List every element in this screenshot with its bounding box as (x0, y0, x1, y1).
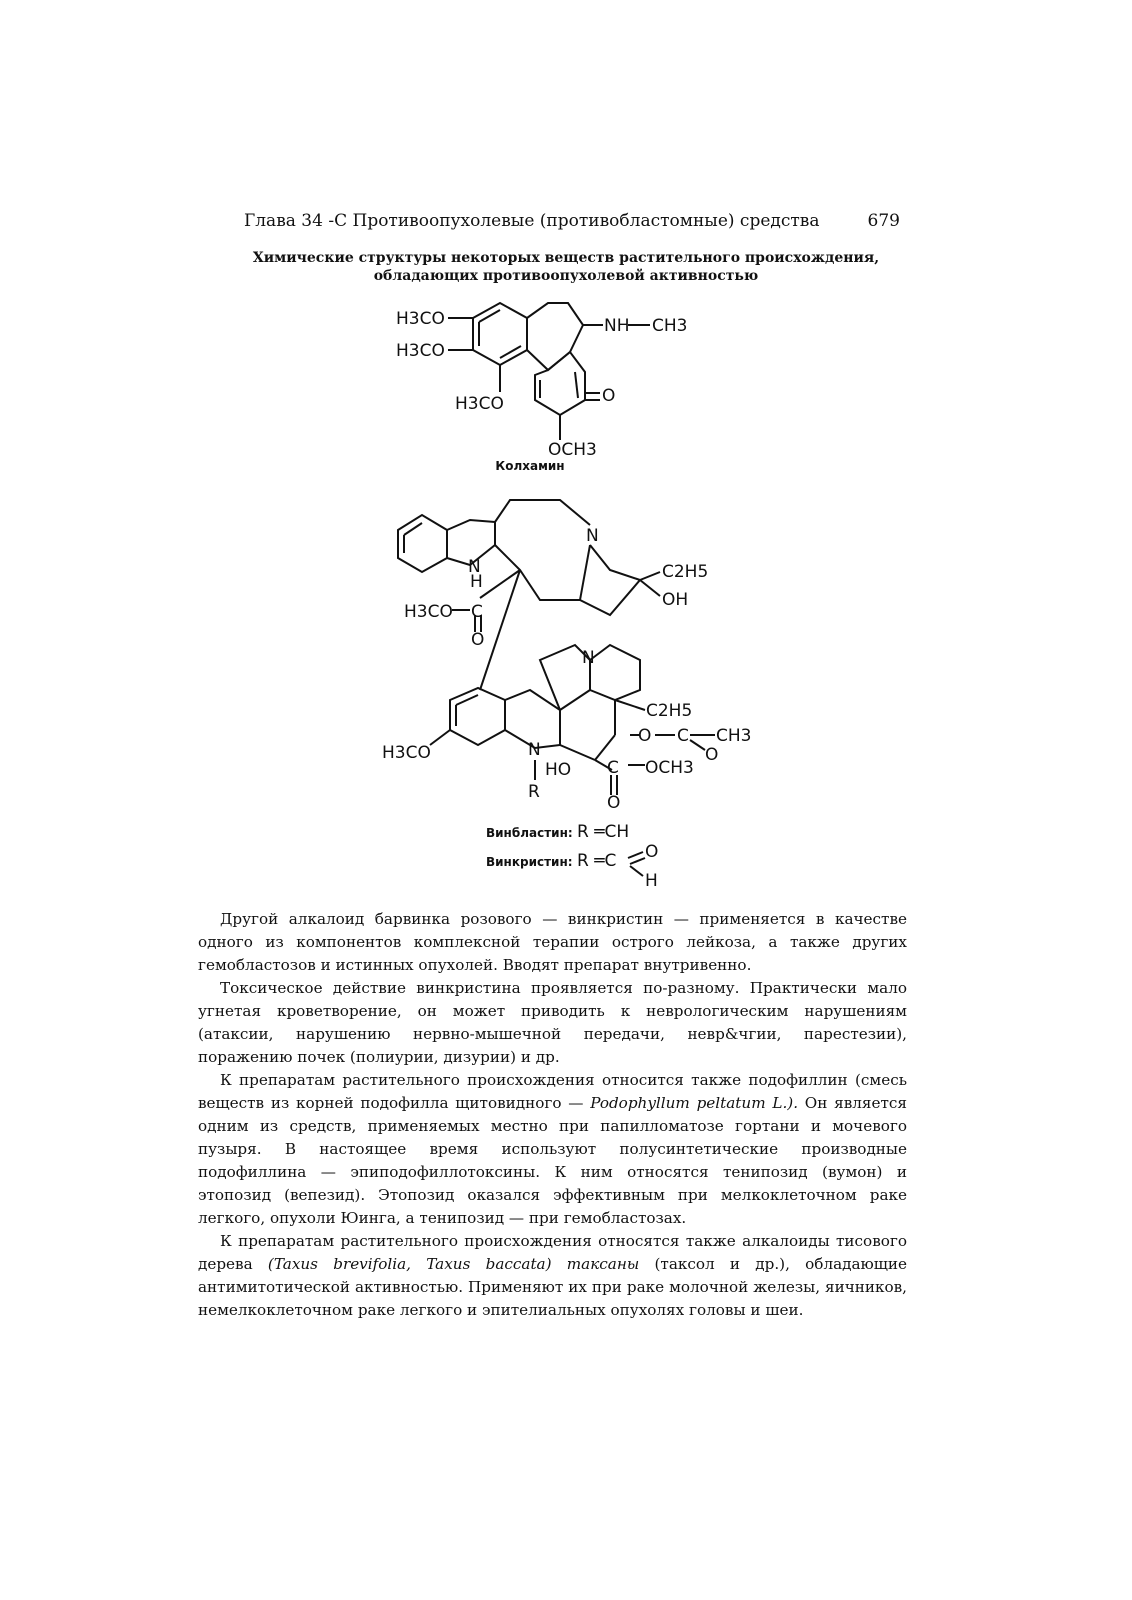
group-label: N (582, 648, 595, 668)
body-text (198, 908, 907, 1322)
paragraph: Токсическое действие винкристина проявляется по-разному. Практически мало угнетая кроветворение, он может приводить к неврологическим нарушениям (атаксии, нарушению нервно-мышечной передачи, невр&чгии, парестезии), поражению почек (полиурии, дизурии) и др. (198, 979, 907, 1066)
caption-line-1: Химические структуры некоторых веществ растительного происхождения, (252, 250, 880, 266)
compound-name: Колхамин (495, 459, 565, 473)
group-label: H3CO (382, 743, 431, 763)
group-label: C (607, 758, 619, 778)
group-label: O (471, 630, 485, 650)
paragraph: Другой алкалоид барвинка розового — винкристин — применяется в качестве одного из компонентов комплексной терапии острого лейкоза, а также других гемобластозов и истинных опухолей. Вводят препарат внутривенно. (198, 910, 907, 974)
group-label: N (468, 557, 481, 577)
group-label: H3CO (396, 341, 445, 361)
group-label: R (528, 782, 540, 802)
group-label: N (528, 740, 541, 760)
vincristine-o: O (645, 842, 659, 862)
vinca-structure (382, 500, 751, 891)
group-label: H3CO (455, 394, 504, 414)
group-label: OCH3 (645, 758, 694, 778)
paragraph (198, 1069, 907, 1230)
group-label: O (602, 386, 616, 406)
group-label: CH3 (716, 726, 752, 746)
caption-line-2: обладающих противоопухолевой активностью (373, 268, 759, 284)
group-label: NH (604, 316, 630, 336)
page-number: 679 (867, 211, 900, 231)
text-run: (таксол и др.), обладающие антимитотической активностью. Применяют их при раке молочной железы, яичников, немелкоклеточном раке легкого и эпителиальных опухолях головы и шеи. (198, 1255, 908, 1319)
group-label: O (638, 726, 652, 746)
text-run: К препаратам растительного происхождения относится также подофиллин (смесь веществ из корней подофилла щитовидного — (198, 1071, 907, 1112)
group-label: C2H5 (646, 701, 693, 721)
group-label: C (677, 726, 689, 746)
group-label: C (471, 602, 483, 622)
vinblastine-label: Винбластин: (486, 826, 573, 840)
group-label: H3CO (404, 602, 453, 622)
vinblastine-formula: R ═CH (577, 822, 630, 842)
vincristine-formula: R ═C (577, 851, 617, 871)
group-label: OH (662, 590, 689, 610)
chapter-title: Глава 34 -С Противоопухолевые (противобластомные) средства (244, 211, 820, 231)
group-label: HO (545, 760, 572, 780)
paragraph (198, 1230, 907, 1322)
group-label: N (586, 526, 599, 546)
text-run: Он является одним из средств, применяемых местно при папилломатозе гортани и мочевого пузыря. В настоящее время используют полусинтетические производные подофиллина — эпиподофиллотоксины. К ним относятся тенипозид (вумон) и этопозид (вепезид). Этопозид оказался эффективным при мелкоклеточном раке легкого, опухоли Юинга, а тенипозид — при гемобластозах. (198, 1094, 907, 1227)
group-label: CH3 (652, 316, 688, 336)
colchamine-structure (396, 303, 687, 473)
text-run: К препаратам растительного происхождения относятся также алкалоиды тисового дерева (198, 1232, 907, 1273)
group-label: C2H5 (662, 562, 709, 582)
latin-name: Podophyllum peltatum L.). (590, 1094, 799, 1112)
group-label: O (705, 745, 719, 765)
group-label: H3CO (396, 309, 445, 329)
group-label: OCH3 (548, 440, 597, 460)
vincristine-label: Винкристин: (486, 855, 573, 869)
group-label: O (607, 793, 621, 813)
group-label: H (470, 572, 483, 592)
latin-name: (Taxus brevifolia, Taxus baccata) таксаны (267, 1255, 640, 1273)
vincristine-h: H (645, 871, 658, 891)
